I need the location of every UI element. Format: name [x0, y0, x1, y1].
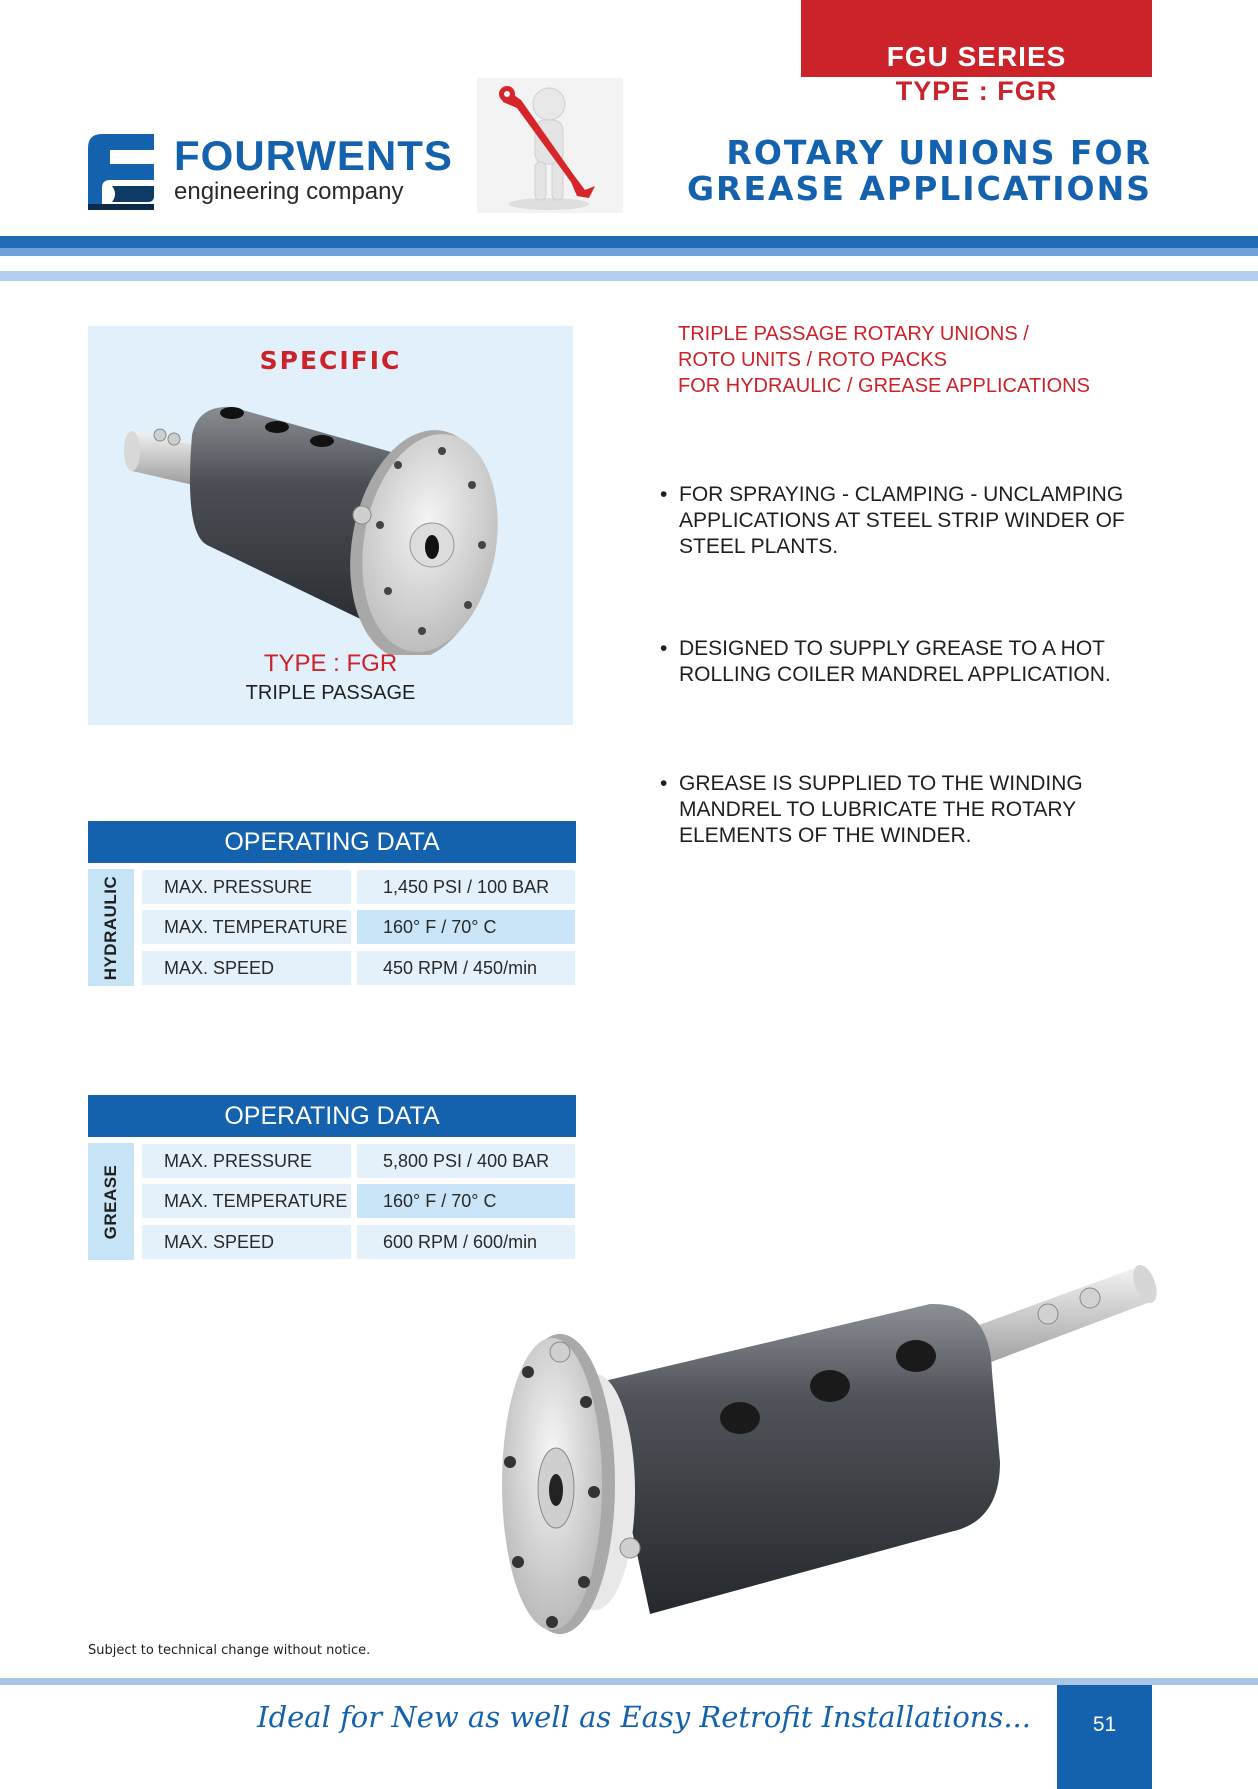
- operating-data-heading: OPERATING DATA: [88, 1095, 576, 1137]
- bullet-item: [660, 771, 1160, 851]
- param-cell: MAX. TEMPERATURE: [142, 910, 351, 944]
- param-cell: MAX. PRESSURE: [142, 1144, 351, 1178]
- side-label-text: GREASE: [101, 1164, 120, 1239]
- bullet-icon: •: [660, 483, 668, 506]
- side-label-text: HYDRAULIC: [101, 875, 120, 980]
- param-cell: MAX. SPEED: [142, 951, 351, 985]
- logo-name: FOURWENTS: [174, 132, 453, 179]
- param-cell: MAX. PRESSURE: [142, 870, 351, 904]
- intro-line1: TRIPLE PASSAGE ROTARY UNIONS /: [678, 323, 1029, 345]
- param-cell: MAX. TEMPERATURE: [142, 1184, 351, 1218]
- value-cell: 160° F / 70° C: [357, 910, 575, 944]
- value-cell: 1,450 PSI / 100 BAR: [357, 870, 575, 904]
- type-label: TYPE : FGR: [895, 76, 1058, 106]
- series-label: FGU SERIES: [886, 41, 1067, 72]
- bullet-icon: •: [660, 772, 668, 795]
- value-cell: 160° F / 70° C: [357, 1184, 575, 1218]
- rotary-union-image: [122, 395, 542, 655]
- logo-subtitle: engineering company: [174, 178, 404, 205]
- footer-tagline: Ideal for New as well as Easy Retrofit Installations...: [257, 1700, 1031, 1734]
- intro-text: [678, 321, 1090, 399]
- operating-data-heading: OPERATING DATA: [88, 821, 576, 863]
- header-divider-accent: [0, 248, 1258, 256]
- grease-side-label: [88, 1143, 134, 1260]
- header-divider: [0, 236, 1258, 248]
- bullet-item: [660, 482, 1160, 562]
- page-number-box: [1057, 1685, 1152, 1789]
- mascot-wrench-illustration: [477, 78, 623, 213]
- page-number: 51: [1092, 1713, 1117, 1736]
- page-title-line1: ROTARY UNIONS FOR: [726, 133, 1152, 172]
- value-cell: 5,800 PSI / 400 BAR: [357, 1144, 575, 1178]
- bullet-text: FOR SPRAYING - CLAMPING - UNCLAMPING APPLICATIONS AT STEEL STRIP WINDER OF STEEL PLANTS.: [679, 483, 1125, 558]
- intro-line3: FOR HYDRAULIC / GREASE APPLICATIONS: [678, 375, 1090, 397]
- rotary-union-large-image: [500, 1262, 1160, 1662]
- footer-divider: [0, 1678, 1258, 1685]
- header-divider-light: [0, 271, 1258, 281]
- page-title: [687, 135, 1152, 207]
- bullet-item: [660, 636, 1160, 692]
- bullet-icon: •: [660, 637, 668, 660]
- value-cell: 600 RPM / 600/min: [357, 1225, 575, 1259]
- hydraulic-side-label: [88, 869, 134, 986]
- intro-line2: ROTO UNITS / ROTO PACKS: [678, 349, 947, 371]
- disclaimer: Subject to technical change without notice.: [88, 1643, 371, 1658]
- specific-title: SPECIFIC: [259, 346, 402, 375]
- value-cell: 450 RPM / 450/min: [357, 951, 575, 985]
- page-title-line2: GREASE APPLICATIONS: [686, 169, 1152, 208]
- specific-type: TYPE : FGR: [263, 650, 398, 677]
- specific-subtitle: TRIPLE PASSAGE: [245, 682, 416, 704]
- bullet-text: GREASE IS SUPPLIED TO THE WINDING MANDREL TO LUBRICATE THE ROTARY ELEMENTS OF THE WINDER.: [679, 772, 1083, 847]
- bullet-text: DESIGNED TO SUPPLY GREASE TO A HOT ROLLING COILER MANDREL APPLICATION.: [679, 637, 1111, 686]
- series-banner: [801, 0, 1152, 77]
- param-cell: MAX. SPEED: [142, 1225, 351, 1259]
